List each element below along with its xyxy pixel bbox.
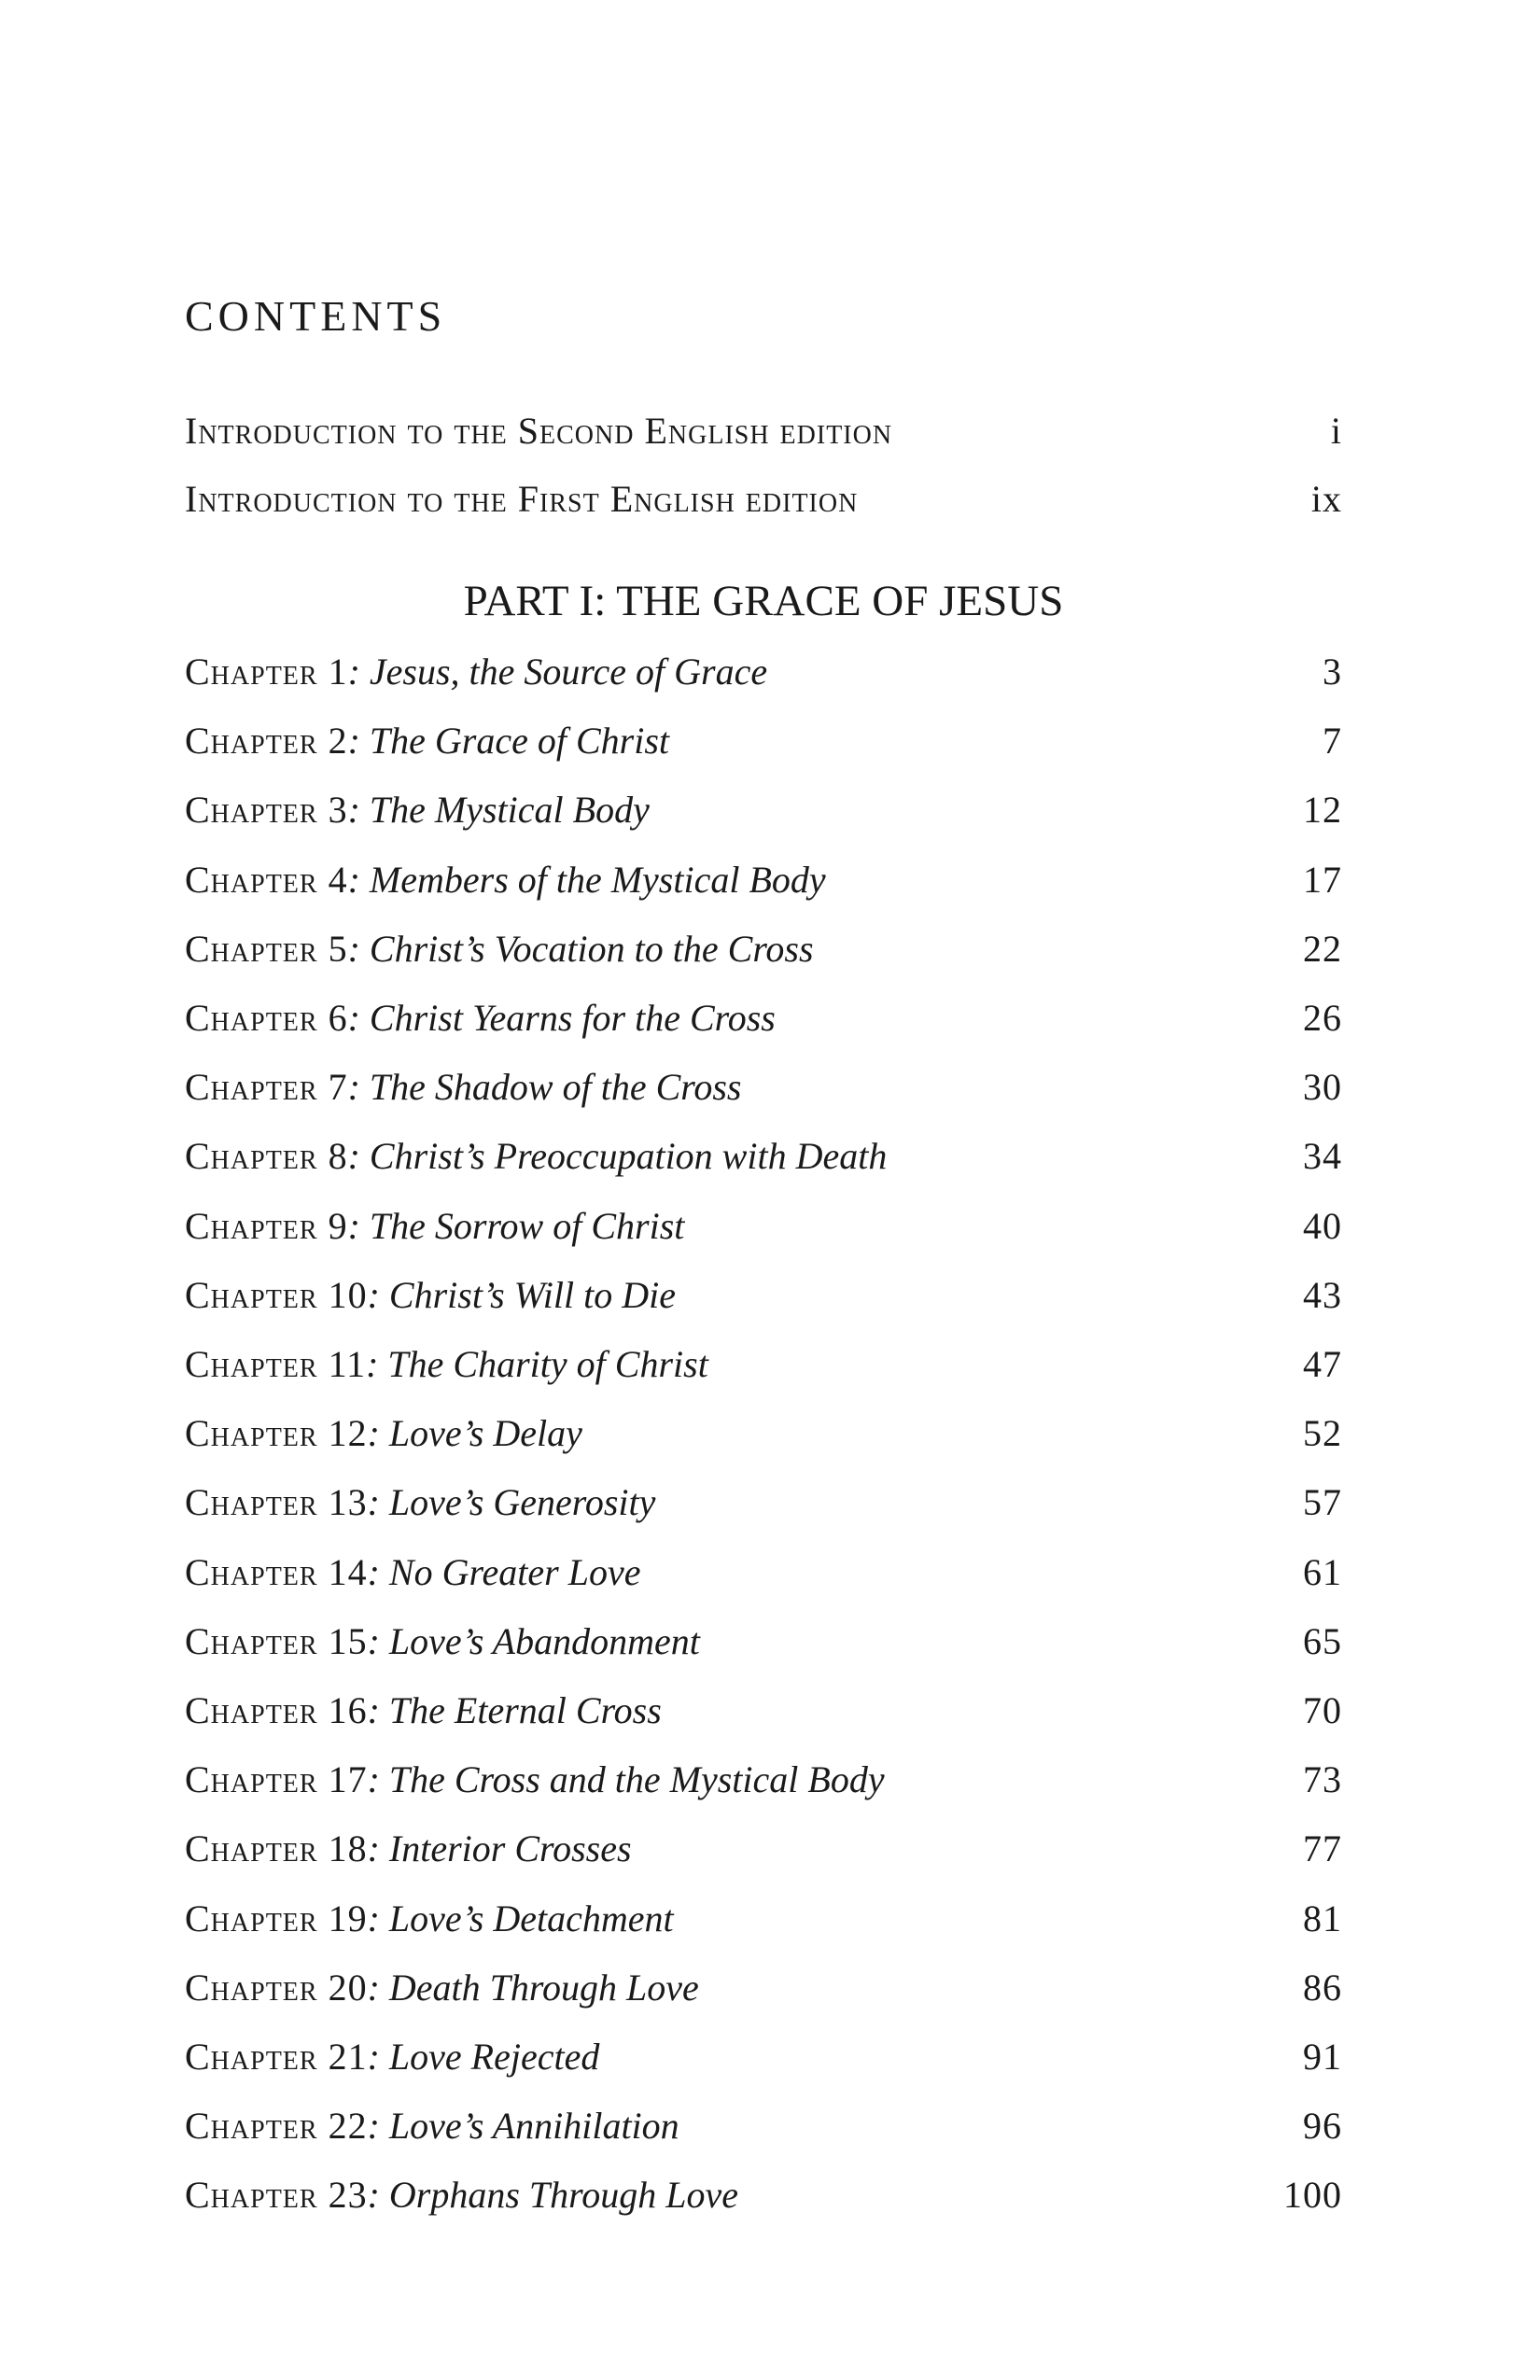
chapter-title: Love’s Detachment <box>388 1897 674 1939</box>
chapter-separator: : <box>367 1619 389 1662</box>
chapter-title: The Shadow of the Cross <box>369 1066 742 1109</box>
toc-entry-label <box>185 1752 885 1808</box>
chapter-prefix: Chapter 9 <box>185 1204 348 1247</box>
page-title: contents <box>185 276 447 344</box>
chapter-title: Christ’s Will to Die <box>388 1273 676 1316</box>
chapter-separator: : <box>367 2174 389 2217</box>
toc-entry-chapter[interactable] <box>185 1128 1342 1184</box>
toc-entry-page: 96 <box>1303 2105 1342 2148</box>
toc-entry-page: 30 <box>1303 1066 1342 1109</box>
toc-entry-page: 77 <box>1303 1827 1342 1870</box>
part-heading: PART I: THE GRACE OF JESUS <box>463 577 1064 625</box>
toc-entry-label <box>185 1128 887 1184</box>
toc-entry-label: Introduction to the Second English edition <box>185 410 893 452</box>
chapter-prefix: Chapter 21 <box>185 2036 368 2078</box>
chapter-title: Christ’s Preoccupation with Death <box>369 1135 888 1178</box>
toc-entry-chapter[interactable] <box>185 2029 1342 2085</box>
toc-entry-page: 52 <box>1303 1412 1342 1455</box>
toc-entry-page: 22 <box>1303 927 1342 970</box>
toc-entry-page: 65 <box>1303 1619 1342 1662</box>
toc-entry-page: 26 <box>1303 997 1342 1039</box>
toc-entry-label <box>185 1545 641 1601</box>
chapter-title: Christ’s Vocation to the Cross <box>369 927 814 970</box>
chapter-title: The Charity of Christ <box>387 1343 708 1385</box>
toc-entry-label <box>185 990 776 1046</box>
toc-entry-page: 3 <box>1323 651 1342 693</box>
chapter-title: Love’s Generosity <box>388 1481 656 1524</box>
chapter-separator: : <box>347 927 370 970</box>
toc-entry-label <box>185 1475 655 1531</box>
chapter-separator: : <box>347 997 370 1039</box>
toc-entry-intro-first[interactable] <box>185 471 1342 527</box>
toc-entry-chapter[interactable] <box>185 2098 1342 2154</box>
toc-entry-chapter[interactable] <box>185 921 1342 977</box>
chapter-prefix: Chapter 20 <box>185 1966 368 2009</box>
toc-entry-chapter[interactable] <box>185 1545 1342 1601</box>
chapter-separator: : <box>366 1343 388 1385</box>
chapter-separator: : <box>347 1204 370 1247</box>
toc-entry-label <box>185 2167 738 2223</box>
chapter-separator: : <box>347 858 370 901</box>
toc-entry-chapter[interactable] <box>185 782 1342 838</box>
toc-entry-chapter[interactable] <box>185 1059 1342 1115</box>
toc-entry-page: 34 <box>1303 1135 1342 1178</box>
toc-entry-page: i <box>1330 410 1342 452</box>
toc-entry-chapter[interactable] <box>185 1337 1342 1393</box>
chapter-separator: : <box>347 1135 370 1178</box>
toc-entry-page: 81 <box>1303 1897 1342 1939</box>
toc-entry-chapter[interactable] <box>185 1960 1342 2016</box>
chapter-separator: : <box>347 789 370 832</box>
toc-entry-chapter[interactable] <box>185 1683 1342 1739</box>
toc-entry-page: 61 <box>1303 1550 1342 1593</box>
chapter-separator: : <box>367 1273 389 1316</box>
toc-entry-label <box>185 852 826 908</box>
toc-entry-chapter[interactable] <box>185 1752 1342 1808</box>
toc-entry-chapter[interactable] <box>185 2167 1342 2223</box>
chapter-prefix: Chapter 7 <box>185 1066 348 1109</box>
chapter-separator: : <box>367 1689 389 1731</box>
toc-entry-chapter[interactable] <box>185 990 1342 1046</box>
toc-entry-page: ix <box>1310 478 1342 520</box>
chapter-title: Love’s Annihilation <box>388 2105 679 2148</box>
toc-entry-label <box>185 2029 599 2085</box>
chapter-title: Love’s Delay <box>388 1412 582 1455</box>
chapter-prefix: Chapter 3 <box>185 789 348 832</box>
chapter-prefix: Chapter 17 <box>185 1758 368 1801</box>
toc-entry-chapter[interactable] <box>185 852 1342 908</box>
toc-entry-label <box>185 921 814 977</box>
chapter-title: Love’s Abandonment <box>388 1619 700 1662</box>
chapter-prefix: Chapter 13 <box>185 1481 368 1524</box>
toc-entry-chapter[interactable] <box>185 1821 1342 1877</box>
chapter-prefix: Chapter 23 <box>185 2174 368 2217</box>
chapter-separator: : <box>367 1481 389 1524</box>
chapter-title: Love Rejected <box>388 2036 600 2078</box>
chapter-separator: : <box>367 1550 389 1593</box>
chapter-separator: : <box>347 651 370 693</box>
toc-entry-page: 57 <box>1303 1481 1342 1524</box>
toc-entry-page: 91 <box>1303 2036 1342 2078</box>
toc-entry-label <box>185 1821 632 1877</box>
chapter-prefix: Chapter 2 <box>185 720 348 763</box>
toc-entry-chapter[interactable] <box>185 644 1342 700</box>
chapter-prefix: Chapter 10 <box>185 1273 368 1316</box>
chapter-title: The Sorrow of Christ <box>369 1204 685 1247</box>
toc-entry-intro-second[interactable] <box>185 403 1342 459</box>
chapter-separator: : <box>367 1758 389 1801</box>
toc-entry-page: 12 <box>1303 789 1342 832</box>
chapter-title: The Mystical Body <box>369 789 650 832</box>
toc-entry-chapter[interactable] <box>185 1406 1342 1462</box>
toc-entry-label <box>185 1198 684 1254</box>
toc-entry-chapter[interactable] <box>185 713 1342 769</box>
chapter-title: The Grace of Christ <box>369 720 670 763</box>
toc-entry-chapter[interactable] <box>185 1891 1342 1947</box>
toc-entry-chapter[interactable] <box>185 1475 1342 1531</box>
chapter-prefix: Chapter 4 <box>185 858 348 901</box>
toc-entry-label <box>185 1891 674 1947</box>
chapter-separator: : <box>367 1966 389 2009</box>
toc-entry-label <box>185 782 650 838</box>
chapter-prefix: Chapter 19 <box>185 1897 368 1939</box>
chapter-prefix: Chapter 11 <box>185 1343 367 1385</box>
chapter-prefix: Chapter 1 <box>185 651 348 693</box>
chapter-separator: : <box>347 720 370 763</box>
toc-entry-page: 73 <box>1303 1758 1342 1801</box>
chapter-title: The Eternal Cross <box>388 1689 662 1731</box>
toc-entry-label <box>185 1059 741 1115</box>
toc-entry-chapter[interactable] <box>185 1267 1342 1323</box>
toc-entry-label <box>185 1267 676 1323</box>
toc-entry-label <box>185 713 669 769</box>
chapter-separator: : <box>367 1897 389 1939</box>
toc-entry-page: 100 <box>1283 2174 1342 2217</box>
chapter-separator: : <box>367 2036 389 2078</box>
toc-entry-page: 47 <box>1303 1343 1342 1385</box>
chapter-title: The Cross and the Mystical Body <box>388 1758 885 1801</box>
toc-entry-page: 86 <box>1303 1966 1342 2009</box>
toc-entry-label <box>185 1614 700 1670</box>
chapter-prefix: Chapter 6 <box>185 997 348 1039</box>
chapter-prefix: Chapter 15 <box>185 1619 368 1662</box>
chapter-title: Orphans Through Love <box>388 2174 739 2217</box>
toc-entry-chapter[interactable] <box>185 1198 1342 1254</box>
toc-entry-label: Introduction to the First English edition <box>185 478 859 520</box>
chapter-separator: : <box>347 1066 370 1109</box>
chapter-prefix: Chapter 16 <box>185 1689 368 1731</box>
chapter-prefix: Chapter 22 <box>185 2105 368 2148</box>
chapter-separator: : <box>367 1827 389 1870</box>
chapter-title: No Greater Love <box>388 1550 641 1593</box>
toc-entry-label <box>185 1683 662 1739</box>
chapter-prefix: Chapter 5 <box>185 927 348 970</box>
chapter-title: Jesus, the Source of Grace <box>369 651 768 693</box>
toc-entry-page: 40 <box>1303 1204 1342 1247</box>
toc-entry-page: 17 <box>1303 858 1342 901</box>
chapter-separator: : <box>367 1412 389 1455</box>
toc-entry-label <box>185 1406 582 1462</box>
chapter-title: Death Through Love <box>388 1966 699 2009</box>
toc-entry-page: 7 <box>1323 720 1342 763</box>
toc-entry-label <box>185 644 767 700</box>
toc-entry-page: 43 <box>1303 1273 1342 1316</box>
chapter-prefix: Chapter 18 <box>185 1827 368 1870</box>
chapter-prefix: Chapter 14 <box>185 1550 368 1593</box>
toc-entry-page: 70 <box>1303 1689 1342 1731</box>
toc-entry-chapter[interactable] <box>185 1614 1342 1670</box>
toc-entry-label <box>185 1337 708 1393</box>
chapter-prefix: Chapter 12 <box>185 1412 368 1455</box>
chapter-title: Interior Crosses <box>388 1827 632 1870</box>
toc-entry-label <box>185 2098 679 2154</box>
chapter-title: Christ Yearns for the Cross <box>369 997 776 1039</box>
toc-page <box>185 0 1342 2380</box>
chapter-title: Members of the Mystical Body <box>369 858 826 901</box>
chapter-prefix: Chapter 8 <box>185 1135 348 1178</box>
chapter-separator: : <box>367 2105 389 2148</box>
toc-entry-label <box>185 1960 699 2016</box>
